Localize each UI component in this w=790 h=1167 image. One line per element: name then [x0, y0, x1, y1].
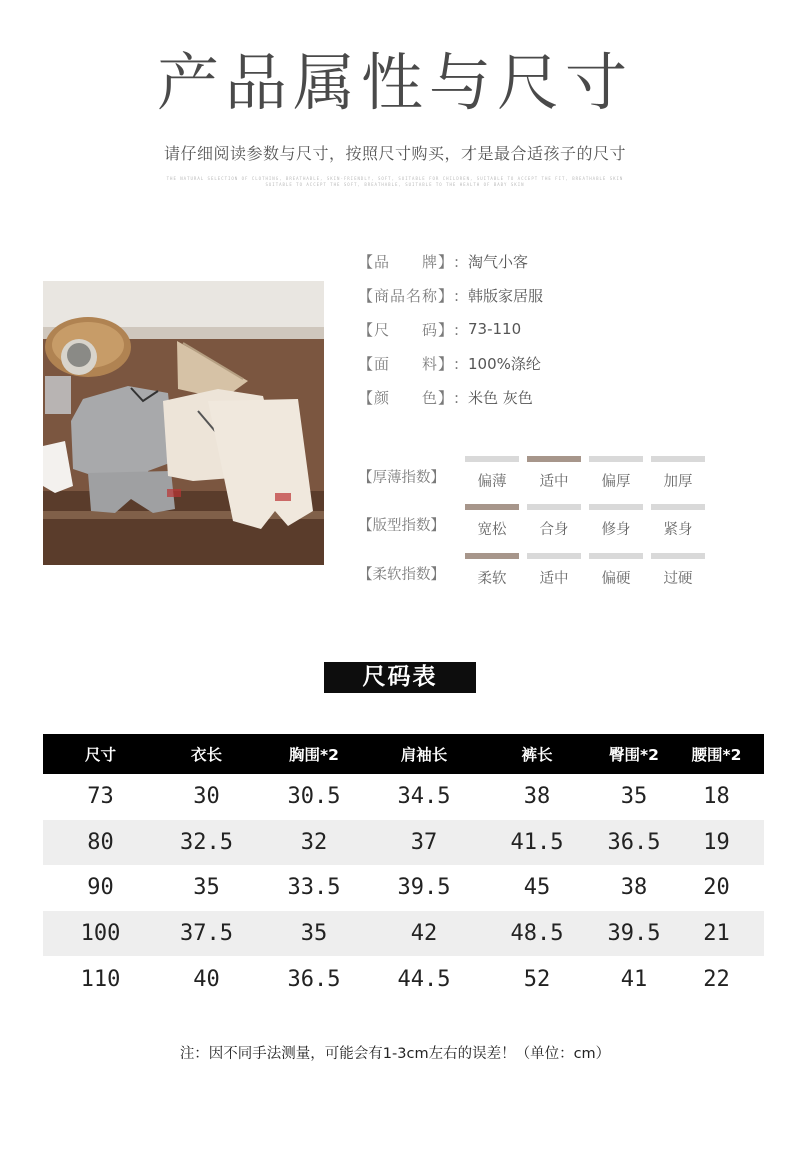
table-header: [43, 734, 764, 774]
index-bar-selected: [465, 504, 519, 510]
table-cell: 21: [703, 921, 730, 947]
table-cell: 35: [193, 875, 220, 901]
index-option: [589, 504, 643, 539]
page-subtitle: 请仔细阅读参数与尺寸，按照尺寸购买，才是最合适孩子的尺寸: [163, 144, 626, 163]
index-option-label: 修身: [601, 522, 631, 538]
table-row: [43, 865, 764, 911]
attribute-row-name: [358, 278, 758, 312]
attribute-value: 米色 灰色: [468, 388, 533, 407]
table-cell: 30.5: [287, 784, 341, 810]
table-cell: 41.5: [510, 829, 564, 855]
index-label: 【版型指数】: [358, 518, 445, 534]
table-cell: 37: [410, 829, 438, 855]
fine-print-line: THE NATURAL SELECTION OF CLOTHING, BREATHABLE, SKIN-FRIENDLY, SOFT, SUITABLE FOR CHILDREN, SUITABLE TO ACCEPT THE FIT, BREATHABLE SKIN: [166, 176, 624, 181]
index-option: [465, 553, 519, 588]
table-cell: 32.5: [180, 829, 233, 855]
table-cell: 36.5: [287, 966, 341, 992]
attribute-row-fabric: [358, 346, 758, 380]
index-bar: [527, 553, 581, 559]
attribute-row-brand: [358, 244, 758, 278]
table-cell: 39.5: [397, 875, 451, 901]
index-option-label: 过硬: [663, 571, 693, 587]
column-header: 裤长: [521, 746, 553, 764]
index-option: [651, 456, 705, 491]
index-option-label: 柔软: [477, 571, 507, 587]
table-cell: 18: [703, 784, 730, 810]
table-cell: 38: [620, 875, 648, 901]
index-option-label: 偏厚: [601, 474, 631, 490]
index-option-label: 偏薄: [477, 474, 507, 490]
column-header: 胸围*2: [289, 746, 339, 764]
table-cell: 52: [523, 966, 551, 992]
index-option: [589, 553, 643, 588]
index-bar: [651, 504, 705, 510]
table-cell: 48.5: [510, 921, 564, 947]
table-cell: 30: [193, 784, 220, 810]
table-cell: 42: [410, 921, 438, 947]
table-cell: 22: [703, 966, 730, 992]
attribute-row-size: [358, 312, 758, 346]
index-option: [465, 504, 519, 539]
attribute-value: 100%涤纶: [468, 354, 541, 373]
table-cell: 80: [87, 829, 114, 855]
table-cell: 45: [523, 875, 551, 901]
index-bar: [589, 456, 643, 462]
table-cell: 110: [80, 966, 121, 992]
table-cell: 40: [193, 966, 220, 992]
index-option: [527, 504, 581, 539]
index-bar-selected: [527, 456, 581, 462]
index-option-label: 适中: [539, 571, 569, 587]
table-cell: 100: [80, 921, 121, 947]
attribute-key: 【品 牌】:: [358, 252, 461, 271]
table-cell: 35: [620, 784, 648, 810]
table-cell: 20: [703, 875, 730, 901]
attribute-key: 【商品名称】:: [358, 286, 461, 305]
size-chart-title: 尺码表: [324, 662, 476, 693]
index-option-label: 宽松: [477, 522, 507, 538]
index-option: [589, 456, 643, 491]
index-option-label: 偏硬: [601, 571, 631, 587]
size-chart-table: [43, 734, 764, 1002]
table-cell: 32: [300, 829, 328, 855]
table-cell: 73: [87, 784, 114, 810]
table-cell: 36.5: [607, 829, 661, 855]
index-option: [651, 553, 705, 588]
index-option: [527, 553, 581, 588]
index-label: 【柔软指数】: [358, 567, 445, 583]
table-cell: 41: [620, 966, 648, 992]
attribute-value: 韩版家居服: [468, 286, 544, 305]
softness-index: [358, 553, 778, 597]
index-option: [651, 504, 705, 539]
index-bar: [589, 504, 643, 510]
table-row: [43, 911, 764, 957]
fit-index: [358, 504, 778, 548]
table-cell: 34.5: [397, 784, 451, 810]
attribute-row-color: [358, 380, 758, 414]
index-bar: [465, 456, 519, 462]
fine-print-line: SUITABLE TO ACCEPT THE SOFT, BREATHABLE, SUITABLE TO THE HEALTH OF BABY SKIN: [265, 182, 525, 187]
column-header: 腰围*2: [691, 746, 742, 764]
column-header: 衣长: [190, 746, 222, 764]
index-bar: [527, 504, 581, 510]
product-photo: [43, 281, 324, 565]
attribute-value: 淘气小客: [468, 252, 529, 271]
column-header: 肩袖长: [400, 746, 448, 764]
table-cell: 38: [523, 784, 551, 810]
index-bar-selected: [465, 553, 519, 559]
index-option: [527, 456, 581, 491]
thickness-index: [358, 456, 778, 500]
measurement-note: 注：因不同手法测量，可能会有1-3cm左右的误差！（单位：cm）: [179, 1046, 611, 1062]
index-option-label: 适中: [539, 474, 569, 490]
attribute-key: 【尺 码】:: [358, 320, 461, 339]
table-cell: 37.5: [180, 921, 233, 947]
table-cell: 90: [87, 875, 114, 901]
table-cell: 19: [703, 829, 730, 855]
attribute-value: 73-110: [468, 320, 522, 338]
index-option-label: 合身: [539, 522, 569, 538]
index-bar: [589, 553, 643, 559]
column-header: 臀围*2: [609, 746, 659, 764]
table-row: [43, 774, 764, 820]
table-cell: 44.5: [397, 966, 451, 992]
table-row: [43, 820, 764, 866]
attribute-key: 【颜 色】:: [358, 388, 461, 407]
column-header: 尺寸: [84, 746, 116, 764]
table-cell: 35: [300, 921, 328, 947]
index-option-label: 紧身: [663, 522, 693, 538]
attribute-list: [358, 244, 758, 414]
index-bar: [651, 456, 705, 462]
table-row: [43, 956, 764, 1002]
index-bar: [651, 553, 705, 559]
page-title: 产品属性与尺寸: [156, 46, 633, 119]
table-cell: 33.5: [287, 875, 341, 901]
index-option-label: 加厚: [663, 474, 693, 490]
table-cell: 39.5: [607, 921, 661, 947]
index-label: 【厚薄指数】: [358, 470, 445, 486]
index-option: [465, 456, 519, 491]
attribute-key: 【面 料】:: [358, 354, 461, 373]
